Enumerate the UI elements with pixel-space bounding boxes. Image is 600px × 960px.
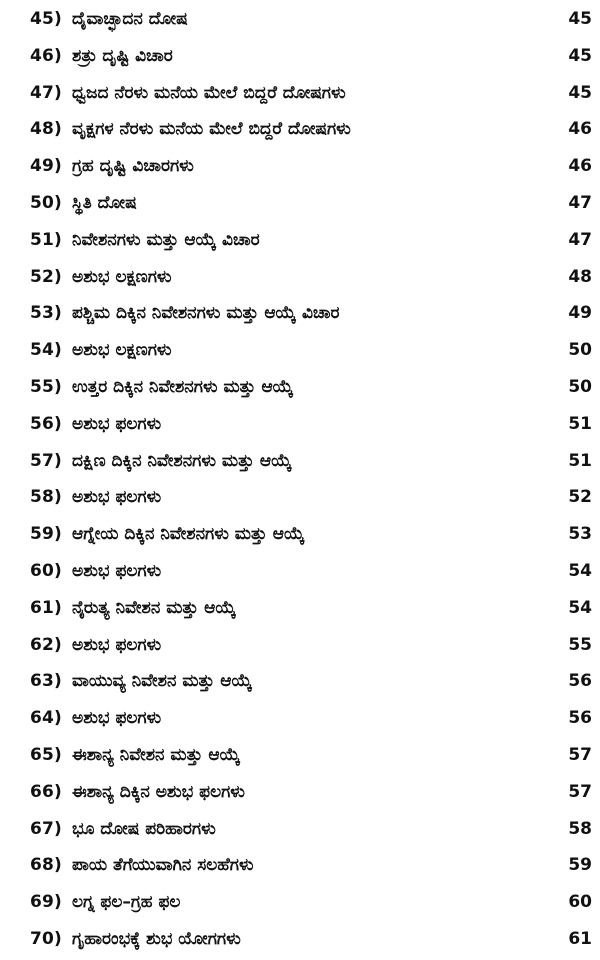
toc-entry bbox=[0, 79, 600, 109]
entry-number: 57) bbox=[29, 450, 62, 471]
entry-page-number: 51 bbox=[568, 413, 592, 434]
entry-page-number: 55 bbox=[568, 634, 592, 655]
entry-title: ಭೂ ದೋಷ ಪರಿಹಾರಗಳು bbox=[72, 818, 216, 839]
entry-number: 56) bbox=[29, 413, 62, 434]
entry-title: ಉತ್ತರ ದಿಕ್ಕಿನ ನಿವೇಶನಗಳು ಮತ್ತು ಆಯ್ಕೆ bbox=[72, 377, 294, 397]
toc-entry bbox=[0, 5, 600, 35]
toc-entry bbox=[0, 520, 600, 550]
entry-page-number: 52 bbox=[568, 487, 592, 508]
entry-number: 63) bbox=[29, 671, 62, 692]
entry-title: ಗೃಹಾರಂಭಕ್ಕೆ ಶುಭ ಯೋಗಗಳು bbox=[72, 929, 241, 949]
entry-number: 58) bbox=[29, 487, 62, 508]
entry-title: ಅಶುಭ ಲಕ್ಷಣಗಳು bbox=[72, 340, 172, 361]
toc-entry bbox=[0, 373, 600, 403]
entry-page-number: 50 bbox=[568, 377, 592, 397]
entry-number: 47) bbox=[29, 82, 62, 103]
entry-number: 45) bbox=[29, 9, 62, 29]
entry-page-number: 45 bbox=[568, 9, 592, 29]
entry-page-number: 56 bbox=[568, 708, 592, 729]
entry-title: ನೈರುತ್ಯ ನಿವೇಶನ ಮತ್ತು ಆಯ್ಕೆ bbox=[72, 597, 236, 618]
entry-page-number: 56 bbox=[568, 671, 592, 692]
entry-number: 69) bbox=[29, 892, 62, 913]
entry-title: ಧ್ವಜದ ನೆರಳು ಮನೆಯ ಮೇಲೆ ಬಿದ್ದರೆ ದೋಷಗಳು bbox=[72, 82, 346, 103]
entry-title: ಈಶಾನ್ಯ ದಿಕ್ಕಿನ ಅಶುಭ ಫಲಗಳು bbox=[72, 781, 245, 802]
entry-title: ಪಾಯ ತೆಗೆಯುವಾಗಿನ ಸಲಹೆಗಳು bbox=[72, 855, 254, 876]
entry-number: 50) bbox=[29, 193, 62, 213]
entry-title: ಅಶುಭ ಫಲಗಳು bbox=[72, 708, 162, 729]
entry-number: 53) bbox=[29, 303, 62, 324]
entry-page-number: 58 bbox=[568, 818, 592, 839]
entry-title: ಗ್ರಹ ದೃಷ್ಟಿ ವಿಚಾರಗಳು bbox=[72, 156, 194, 177]
entry-title: ಶತ್ರು ದೃಷ್ಟಿ ವಿಚಾರ bbox=[72, 45, 173, 66]
entry-page-number: 59 bbox=[568, 855, 592, 876]
entry-number: 61) bbox=[29, 597, 62, 618]
entry-title: ಪಶ್ಚಿಮ ದಿಕ್ಕಿನ ನಿವೇಶನಗಳು ಮತ್ತು ಆಯ್ಕೆ ವಿಚಾರ bbox=[72, 303, 340, 324]
entry-title: ದೈವಾಚ್ಛಾದನ ದೋಷ bbox=[72, 9, 188, 29]
entry-page-number: 48 bbox=[568, 266, 592, 287]
entry-number: 70) bbox=[29, 929, 62, 949]
entry-title: ಅಶುಭ ಫಲಗಳು bbox=[72, 487, 162, 508]
entry-page-number: 45 bbox=[568, 82, 592, 103]
entry-page-number: 46 bbox=[568, 119, 592, 140]
entry-page-number: 57 bbox=[568, 745, 592, 765]
entry-number: 51) bbox=[29, 229, 62, 250]
entry-number: 66) bbox=[29, 781, 62, 802]
entry-number: 49) bbox=[29, 156, 62, 177]
toc-entry bbox=[0, 189, 600, 219]
toc-entry bbox=[0, 778, 600, 808]
entry-page-number: 46 bbox=[568, 156, 592, 177]
toc-entry bbox=[0, 226, 600, 256]
toc-entry bbox=[0, 594, 600, 624]
entry-number: 52) bbox=[29, 266, 62, 287]
entry-number: 46) bbox=[29, 45, 62, 66]
entry-title: ಅಶುಭ ಲಕ್ಷಣಗಳು bbox=[72, 266, 172, 287]
entry-number: 59) bbox=[29, 524, 62, 545]
toc-entry bbox=[0, 741, 600, 771]
entry-title: ಸ್ಥಿತಿ ದೋಷ bbox=[72, 193, 137, 213]
entry-title: ಅಶುಭ ಫಲಗಳು bbox=[72, 561, 162, 581]
entry-title: ಲಗ್ನ ಫಲ–ಗ್ರಹ ಫಲ bbox=[72, 892, 181, 913]
entry-number: 48) bbox=[29, 119, 62, 140]
toc-entry bbox=[0, 263, 600, 293]
toc-entry bbox=[0, 42, 600, 72]
entry-number: 54) bbox=[29, 340, 62, 361]
entry-page-number: 61 bbox=[568, 929, 592, 949]
toc-entry bbox=[0, 410, 600, 440]
toc-entry bbox=[0, 557, 600, 587]
entry-page-number: 60 bbox=[568, 892, 592, 913]
entry-number: 64) bbox=[29, 708, 62, 729]
entry-title: ಅಶುಭ ಫಲಗಳು bbox=[72, 413, 162, 434]
toc-entry bbox=[0, 815, 600, 845]
toc-entry bbox=[0, 667, 600, 697]
toc-entry bbox=[0, 851, 600, 881]
entry-page-number: 47 bbox=[568, 193, 592, 213]
entry-title: ವಾಯುವ್ಯ ನಿವೇಶನ ಮತ್ತು ಆಯ್ಕೆ bbox=[72, 671, 253, 692]
entry-title: ದಕ್ಷಿಣ ದಿಕ್ಕಿನ ನಿವೇಶನಗಳು ಮತ್ತು ಆಯ್ಕೆ bbox=[72, 450, 292, 471]
toc-entry bbox=[0, 152, 600, 182]
entry-page-number: 45 bbox=[568, 45, 592, 66]
entry-page-number: 51 bbox=[568, 450, 592, 471]
toc-entry bbox=[0, 704, 600, 734]
entry-title: ವೃಕ್ಷಗಳ ನೆರಳು ಮನೆಯ ಮೇಲೆ ಬಿದ್ದರೆ ದೋಷಗಳು bbox=[72, 119, 351, 140]
entry-page-number: 50 bbox=[568, 340, 592, 361]
entry-number: 62) bbox=[29, 634, 62, 655]
entry-number: 68) bbox=[29, 855, 62, 876]
toc-entry bbox=[0, 925, 600, 955]
entry-title: ಈಶಾನ್ಯ ನಿವೇಶನ ಮತ್ತು ಆಯ್ಕೆ bbox=[72, 745, 241, 765]
entry-title: ಅಶುಭ ಫಲಗಳು bbox=[72, 634, 162, 655]
entry-number: 65) bbox=[29, 745, 62, 765]
entry-number: 60) bbox=[29, 561, 62, 581]
entry-number: 55) bbox=[29, 377, 62, 397]
entry-title: ನಿವೇಶನಗಳು ಮತ್ತು ಆಯ್ಕೆ ವಿಚಾರ bbox=[72, 229, 260, 250]
toc-entry bbox=[0, 483, 600, 513]
entry-page-number: 57 bbox=[568, 781, 592, 802]
entry-page-number: 54 bbox=[568, 561, 592, 581]
toc-entry bbox=[0, 447, 600, 477]
toc-entry bbox=[0, 299, 600, 329]
toc-entry bbox=[0, 631, 600, 661]
entry-page-number: 47 bbox=[568, 229, 592, 250]
toc-entry bbox=[0, 115, 600, 145]
entry-title: ಆಗ್ನೇಯ ದಿಕ್ಕಿನ ನಿವೇಶನಗಳು ಮತ್ತು ಆಯ್ಕೆ bbox=[72, 524, 305, 545]
toc-entry bbox=[0, 336, 600, 366]
entry-number: 67) bbox=[29, 818, 62, 839]
entry-page-number: 53 bbox=[568, 524, 592, 545]
entry-page-number: 49 bbox=[568, 303, 592, 324]
entry-page-number: 54 bbox=[568, 597, 592, 618]
toc-entry bbox=[0, 888, 600, 918]
